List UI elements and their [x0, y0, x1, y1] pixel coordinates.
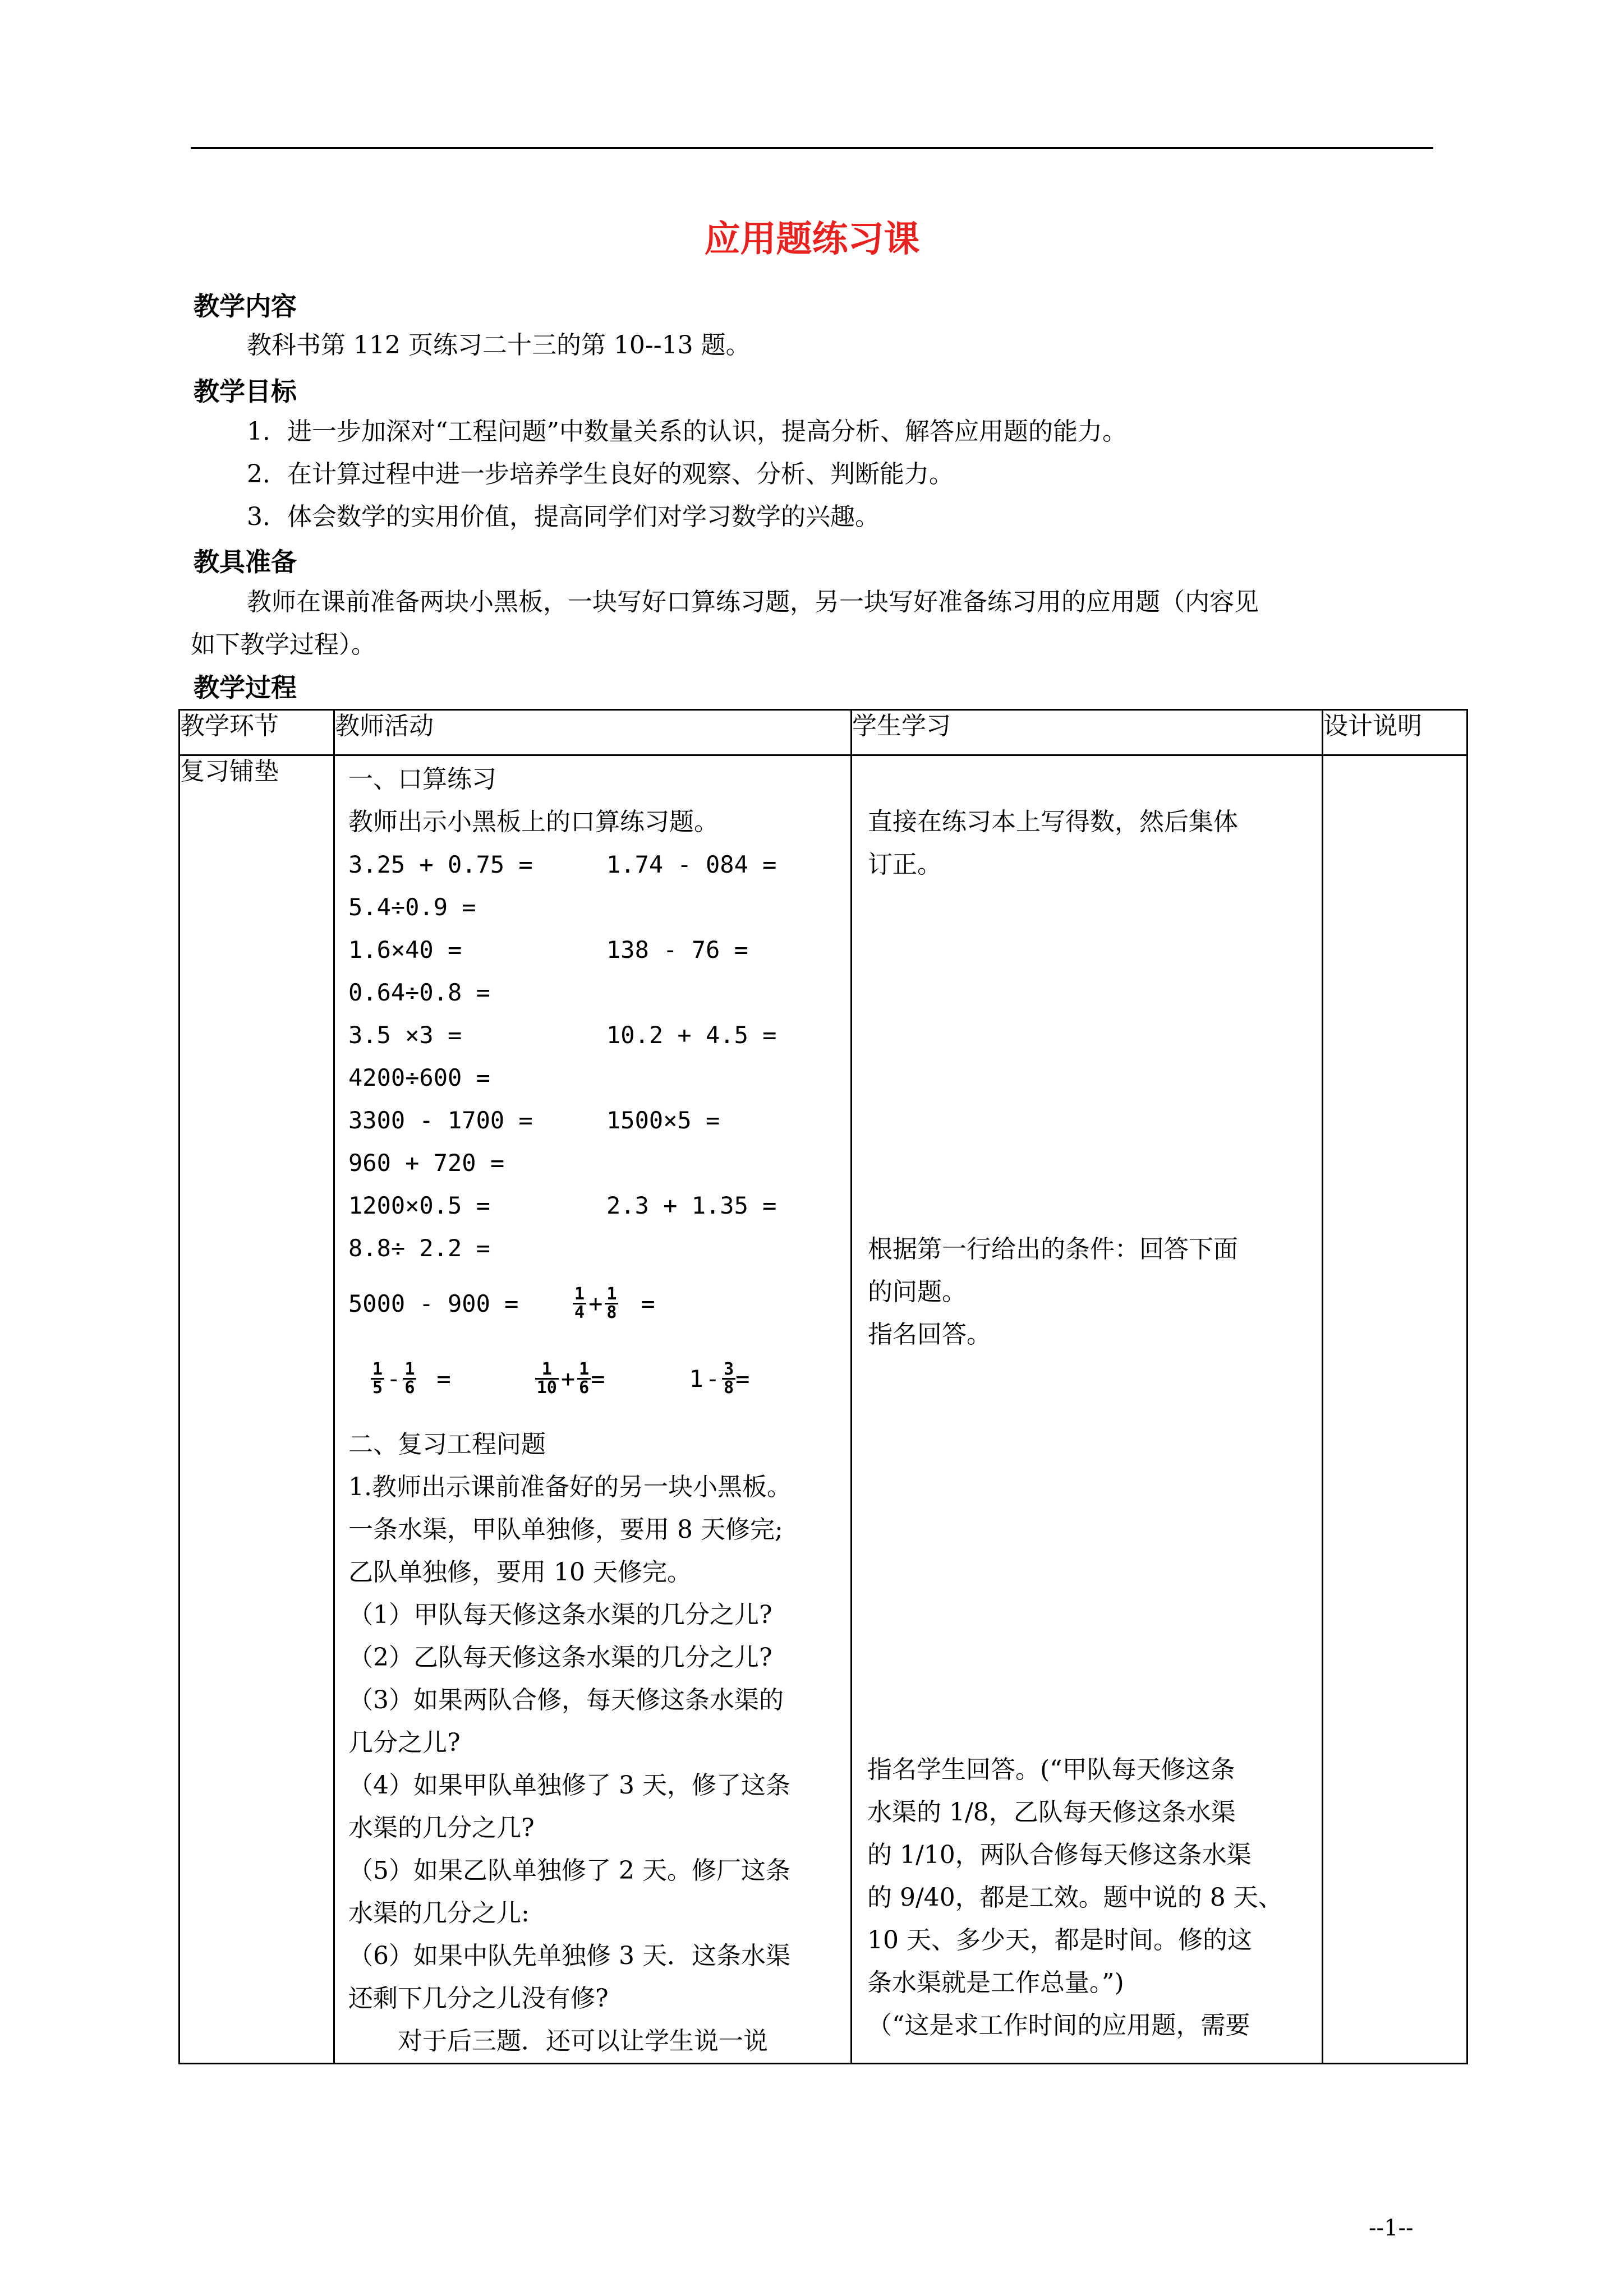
calc-list — [348, 843, 850, 1270]
part2-line: 一条水渠，甲队单独修，要用 8 天修完; — [348, 1515, 783, 1544]
fraction: $\frac{1}{6}$ — [577, 1361, 591, 1396]
part2-line: （1）甲队每天修这条水渠的几分之儿? — [348, 1601, 772, 1629]
calc-row: 3.5 ×3 = 10.2 + 4.5 = — [348, 1021, 777, 1049]
calc-row: 960 + 720 = — [348, 1149, 505, 1177]
calc-row: 8.8÷ 2.2 = — [348, 1234, 490, 1262]
goal-2: 2．在计算过程中进一步培养学生良好的观察、分析、判断能力。 — [247, 460, 954, 488]
calc-row: 1200×0.5 = 2.3 + 1.35 = — [348, 1192, 777, 1219]
page-title: 应用题练习课 — [704, 218, 920, 260]
part1-intro: 教师出示小黑板上的口算练习题。 — [348, 808, 719, 836]
part2-title: 二、复习工程问题 — [348, 1430, 546, 1459]
student-block-3: 指名学生回答。(“甲队每天修这条 水渠的 1/8，乙队每天修这条水渠 的 1/10，两队合修每天修这条水渠 的 9/40，都是工效。题中说的 8 天、 10 天、多少天，都是时间。修的这 条水渠就是工作总量。”) （“这是求工作时间的应用题，需要 — [867, 1755, 1283, 2040]
tools-line-1: 教师在课前准备两块小黑板，一块写好口算练习题，另一块写好准备练习用的应用题（内容见 — [247, 588, 1259, 616]
student-block-1: 直接在练习本上写得数，然后集体 订正。 — [868, 808, 1238, 879]
calc-row: 4200÷600 = — [348, 1064, 490, 1091]
fraction: $\frac{1}{6}$ — [403, 1361, 416, 1396]
section-heading-goals: 教学目标 — [194, 376, 297, 407]
header-teacher: 教师活动 — [334, 710, 852, 755]
part2-line: 乙队单独修，要用 10 天修完。 — [348, 1558, 692, 1587]
section-heading-content: 教学内容 — [194, 291, 297, 321]
section-heading-tools: 教具准备 — [194, 547, 297, 577]
fraction-row-2: $\frac{1}{5}$ - $\frac{1}{6}$ = $\frac{1}{10}$ + $\frac{1}{6}$ = 1 - $\frac{3}{8}$ = — [348, 1337, 850, 1420]
part2-line: 水渠的几分之几? — [348, 1814, 535, 1842]
header-student: 学生学习 — [852, 710, 1323, 755]
part2-line: 对于后三题．还可以让学生说一说 — [348, 2027, 768, 2055]
goal-1: 1．进一步加深对“工程问题”中数量关系的认识，提高分析、解答应用题的能力。 — [247, 417, 1127, 446]
design-cell — [1323, 755, 1467, 2064]
part2-line: （5）如果乙队单独修了 2 天。修厂这条 — [348, 1856, 790, 1885]
header-design: 设计说明 — [1323, 710, 1467, 755]
stage-cell: 复习铺垫 — [180, 755, 334, 2064]
calc-row: 3300 - 1700 = 1500×5 = — [348, 1106, 720, 1134]
part1-title: 一、口算练习 — [348, 765, 496, 794]
calc-row: 0.64÷0.8 = — [348, 979, 490, 1006]
header-stage: 教学环节 — [180, 710, 334, 755]
fraction: $\frac{1}{4}$ — [573, 1286, 586, 1321]
page-number: --1-- — [1369, 2215, 1414, 2241]
teacher-cell — [334, 755, 852, 2064]
table-header-row — [180, 710, 1467, 755]
calc-row: 1.6×40 = 138 - 76 = — [348, 936, 748, 963]
fraction: $\frac{1}{5}$ — [371, 1361, 384, 1396]
part2-line: （3）如果两队合修，每天修这条水渠的 — [348, 1686, 784, 1714]
content-text: 教科书第 112 页练习二十三的第 10--13 题。 — [247, 331, 751, 359]
part2-line: （4）如果甲队单独修了 3 天，修了这条 — [348, 1771, 790, 1800]
part2-line: 水渠的几分之儿: — [348, 1899, 530, 1928]
tools-line-2: 如下教学过程）。 — [191, 630, 376, 659]
calc-row: 3.25 + 0.75 = 1.74 - 084 = — [348, 851, 777, 878]
fraction-row-1: 5000 - 900 = $\frac{1}{4}$ + $\frac{1}{8}$ = — [348, 1284, 655, 1322]
fraction: $\frac{1}{10}$ — [535, 1361, 559, 1396]
student-block-2: 根据第一行给出的条件：回答下面 的问题。 指名回答。 — [868, 1235, 1238, 1349]
calc-row: 5.4÷0.9 = — [348, 893, 476, 921]
fraction: $\frac{1}{8}$ — [605, 1286, 618, 1321]
fraction: $\frac{3}{8}$ — [722, 1361, 735, 1396]
part2-line: 1.教师出示课前准备好的另一块小黑板。 — [348, 1473, 792, 1501]
part2-line: 几分之儿? — [348, 1728, 461, 1757]
goal-3: 3．体会数学的实用价值，提高同学们对学习数学的兴趣。 — [247, 502, 880, 531]
part2-line: 还剩下几分之儿没有修? — [348, 1984, 609, 2013]
part2-line: （2）乙队每天修这条水渠的几分之儿? — [348, 1643, 772, 1672]
part2-line: （6）如果中队先单独修 3 天．这条水渠 — [348, 1942, 790, 1970]
header-rule — [191, 147, 1433, 149]
part2-block — [348, 1423, 850, 2063]
section-heading-process: 教学过程 — [194, 672, 297, 703]
